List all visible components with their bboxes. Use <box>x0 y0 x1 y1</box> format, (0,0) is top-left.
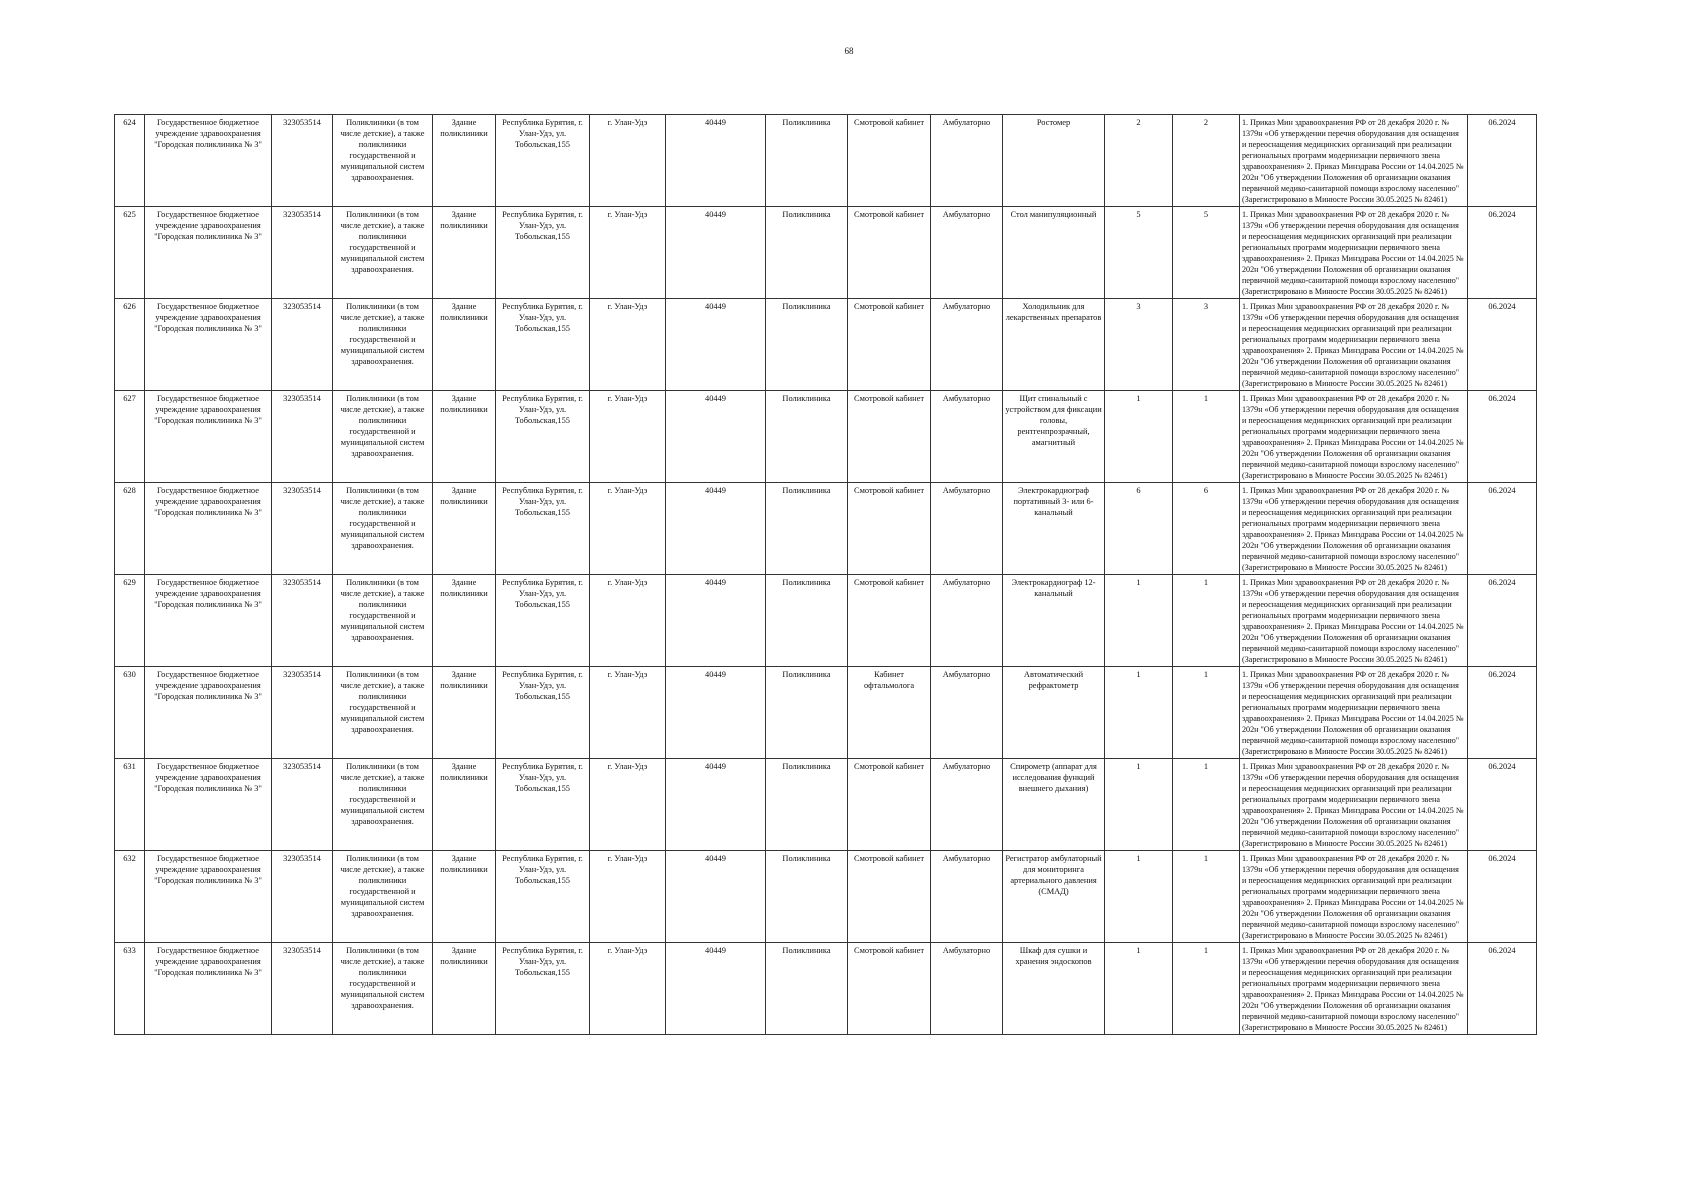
quantity-required-cell: 1 <box>1105 759 1173 851</box>
building-cell: Здание поликлиники <box>433 575 496 667</box>
address-cell: Республика Бурятия, г. Улан-Удэ, ул. Тобольская,155 <box>496 943 590 1035</box>
unit-cell: Поликлиника <box>766 759 848 851</box>
building-cell: Здание поликлиники <box>433 391 496 483</box>
city-cell: г. Улан-Удэ <box>590 115 666 207</box>
address-cell: Республика Бурятия, г. Улан-Удэ, ул. Тобольская,155 <box>496 115 590 207</box>
row-number-cell: 632 <box>115 851 145 943</box>
facility-type-cell: Поликлиники (в том числе детские), а также поликлиники государственной и муниципальной систем здравоохранения. <box>333 207 433 299</box>
table-row <box>115 483 1537 575</box>
oktmo-code-cell: 40449 <box>666 943 766 1035</box>
oktmo-code-cell: 40449 <box>666 483 766 575</box>
oktmo-code-cell: 40449 <box>666 115 766 207</box>
organization-cell: Государственное бюджетное учреждение здравоохранения "Городская поликлиника № 3" <box>145 943 272 1035</box>
quantity-required-cell: 5 <box>1105 207 1173 299</box>
building-cell: Здание поликлиники <box>433 759 496 851</box>
quantity-actual-cell: 6 <box>1173 483 1240 575</box>
room-cell: Смотровой кабинет <box>848 299 931 391</box>
care-mode-cell: Амбулаторно <box>931 851 1003 943</box>
organization-cell: Государственное бюджетное учреждение здравоохранения "Городская поликлиника № 3" <box>145 667 272 759</box>
care-mode-cell: Амбулаторно <box>931 483 1003 575</box>
room-cell: Смотровой кабинет <box>848 207 931 299</box>
date-cell: 06.2024 <box>1468 483 1537 575</box>
address-cell: Республика Бурятия, г. Улан-Удэ, ул. Тобольская,155 <box>496 851 590 943</box>
address-cell: Республика Бурятия, г. Улан-Удэ, ул. Тобольская,155 <box>496 391 590 483</box>
row-number-cell: 631 <box>115 759 145 851</box>
page-number: 68 <box>844 46 854 56</box>
care-mode-cell: Амбулаторно <box>931 667 1003 759</box>
address-cell: Республика Бурятия, г. Улан-Удэ, ул. Тобольская,155 <box>496 667 590 759</box>
building-cell: Здание поликлиники <box>433 115 496 207</box>
facility-type-cell: Поликлиники (в том числе детские), а также поликлиники государственной и муниципальной систем здравоохранения. <box>333 575 433 667</box>
quantity-actual-cell: 1 <box>1173 759 1240 851</box>
inn-cell: 323053514 <box>272 943 333 1035</box>
date-cell: 06.2024 <box>1468 391 1537 483</box>
oktmo-code-cell: 40449 <box>666 667 766 759</box>
date-cell: 06.2024 <box>1468 667 1537 759</box>
quantity-actual-cell: 2 <box>1173 115 1240 207</box>
organization-cell: Государственное бюджетное учреждение здравоохранения "Городская поликлиника № 3" <box>145 759 272 851</box>
date-cell: 06.2024 <box>1468 575 1537 667</box>
quantity-required-cell: 1 <box>1105 943 1173 1035</box>
building-cell: Здание поликлиники <box>433 851 496 943</box>
city-cell: г. Улан-Удэ <box>590 575 666 667</box>
date-cell: 06.2024 <box>1468 943 1537 1035</box>
oktmo-code-cell: 40449 <box>666 575 766 667</box>
date-cell: 06.2024 <box>1468 299 1537 391</box>
quantity-required-cell: 1 <box>1105 575 1173 667</box>
address-cell: Республика Бурятия, г. Улан-Удэ, ул. Тобольская,155 <box>496 483 590 575</box>
city-cell: г. Улан-Удэ <box>590 943 666 1035</box>
inn-cell: 323053514 <box>272 207 333 299</box>
address-cell: Республика Бурятия, г. Улан-Удэ, ул. Тобольская,155 <box>496 575 590 667</box>
inn-cell: 323053514 <box>272 851 333 943</box>
quantity-actual-cell: 1 <box>1173 851 1240 943</box>
room-cell: Смотровой кабинет <box>848 115 931 207</box>
quantity-actual-cell: 5 <box>1173 207 1240 299</box>
table-row <box>115 115 1537 207</box>
organization-cell: Государственное бюджетное учреждение здравоохранения "Городская поликлиника № 3" <box>145 299 272 391</box>
quantity-actual-cell: 1 <box>1173 391 1240 483</box>
table-row <box>115 759 1537 851</box>
city-cell: г. Улан-Удэ <box>590 483 666 575</box>
table-row <box>115 299 1537 391</box>
unit-cell: Поликлиника <box>766 299 848 391</box>
unit-cell: Поликлиника <box>766 851 848 943</box>
quantity-actual-cell: 3 <box>1173 299 1240 391</box>
care-mode-cell: Амбулаторно <box>931 207 1003 299</box>
quantity-actual-cell: 1 <box>1173 667 1240 759</box>
equipment-registry-table <box>114 114 1537 1035</box>
inn-cell: 323053514 <box>272 667 333 759</box>
equipment-name-cell: Ростомер <box>1003 115 1105 207</box>
care-mode-cell: Амбулаторно <box>931 391 1003 483</box>
equipment-name-cell: Спирометр (аппарат для исследования функций внешнего дыхания) <box>1003 759 1105 851</box>
address-cell: Республика Бурятия, г. Улан-Удэ, ул. Тобольская,155 <box>496 299 590 391</box>
inn-cell: 323053514 <box>272 483 333 575</box>
unit-cell: Поликлиника <box>766 575 848 667</box>
quantity-required-cell: 3 <box>1105 299 1173 391</box>
quantity-actual-cell: 1 <box>1173 943 1240 1035</box>
equipment-name-cell: Стол манипуляционный <box>1003 207 1105 299</box>
quantity-actual-cell: 1 <box>1173 575 1240 667</box>
legal-basis-cell: 1. Приказ Мин здравоохранения РФ от 28 декабря 2020 г. № 1379н «Об утверждении перечня оборудования для оснащения и переоснащения медицинских организаций при реализации региональных программ модернизации первичного звена здравоохранения» 2. Приказ Минздрава России от 14.04.2025 № 202н "Об утверждении Положения об организации оказания первичной медико-санитарной помощи взрослому населению" (Зарегистрировано в Минюсте России 30.05.2025 № 82461) <box>1240 483 1468 575</box>
table-row <box>115 667 1537 759</box>
facility-type-cell: Поликлиники (в том числе детские), а также поликлиники государственной и муниципальной систем здравоохранения. <box>333 759 433 851</box>
row-number-cell: 630 <box>115 667 145 759</box>
date-cell: 06.2024 <box>1468 207 1537 299</box>
equipment-name-cell: Регистратор амбулаторный для мониторинга артериального давления (СМАД) <box>1003 851 1105 943</box>
building-cell: Здание поликлиники <box>433 943 496 1035</box>
facility-type-cell: Поликлиники (в том числе детские), а также поликлиники государственной и муниципальной систем здравоохранения. <box>333 299 433 391</box>
legal-basis-cell: 1. Приказ Мин здравоохранения РФ от 28 декабря 2020 г. № 1379н «Об утверждении перечня оборудования для оснащения и переоснащения медицинских организаций при реализации региональных программ модернизации первичного звена здравоохранения» 2. Приказ Минздрава России от 14.04.2025 № 202н "Об утверждении Положения об организации оказания первичной медико-санитарной помощи взрослому населению" (Зарегистрировано в Минюсте России 30.05.2025 № 82461) <box>1240 851 1468 943</box>
inn-cell: 323053514 <box>272 299 333 391</box>
room-cell: Смотровой кабинет <box>848 575 931 667</box>
city-cell: г. Улан-Удэ <box>590 759 666 851</box>
organization-cell: Государственное бюджетное учреждение здравоохранения "Городская поликлиника № 3" <box>145 483 272 575</box>
quantity-required-cell: 1 <box>1105 391 1173 483</box>
address-cell: Республика Бурятия, г. Улан-Удэ, ул. Тобольская,155 <box>496 207 590 299</box>
equipment-name-cell: Щит спинальный с устройством для фиксации головы, рентгенпрозрачный, амагнитный <box>1003 391 1105 483</box>
facility-type-cell: Поликлиники (в том числе детские), а также поликлиники государственной и муниципальной систем здравоохранения. <box>333 667 433 759</box>
room-cell: Смотровой кабинет <box>848 759 931 851</box>
care-mode-cell: Амбулаторно <box>931 299 1003 391</box>
facility-type-cell: Поликлиники (в том числе детские), а также поликлиники государственной и муниципальной систем здравоохранения. <box>333 391 433 483</box>
oktmo-code-cell: 40449 <box>666 759 766 851</box>
room-cell: Смотровой кабинет <box>848 943 931 1035</box>
room-cell: Кабинет офтальмолога <box>848 667 931 759</box>
room-cell: Смотровой кабинет <box>848 483 931 575</box>
room-cell: Смотровой кабинет <box>848 391 931 483</box>
legal-basis-cell: 1. Приказ Мин здравоохранения РФ от 28 декабря 2020 г. № 1379н «Об утверждении перечня оборудования для оснащения и переоснащения медицинских организаций при реализации региональных программ модернизации первичного звена здравоохранения» 2. Приказ Минздрава России от 14.04.2025 № 202н "Об утверждении Положения об организации оказания первичной медико-санитарной помощи взрослому населению" (Зарегистрировано в Минюсте России 30.05.2025 № 82461) <box>1240 115 1468 207</box>
equipment-name-cell: Шкаф для сушки и хранения эндоскопов <box>1003 943 1105 1035</box>
quantity-required-cell: 1 <box>1105 667 1173 759</box>
facility-type-cell: Поликлиники (в том числе детские), а также поликлиники государственной и муниципальной систем здравоохранения. <box>333 115 433 207</box>
care-mode-cell: Амбулаторно <box>931 943 1003 1035</box>
city-cell: г. Улан-Удэ <box>590 299 666 391</box>
facility-type-cell: Поликлиники (в том числе детские), а также поликлиники государственной и муниципальной систем здравоохранения. <box>333 943 433 1035</box>
row-number-cell: 628 <box>115 483 145 575</box>
equipment-name-cell: Холодильник для лекарственных препаратов <box>1003 299 1105 391</box>
date-cell: 06.2024 <box>1468 851 1537 943</box>
unit-cell: Поликлиника <box>766 943 848 1035</box>
legal-basis-cell: 1. Приказ Мин здравоохранения РФ от 28 декабря 2020 г. № 1379н «Об утверждении перечня оборудования для оснащения и переоснащения медицинских организаций при реализации региональных программ модернизации первичного звена здравоохранения» 2. Приказ Минздрава России от 14.04.2025 № 202н "Об утверждении Положения об организации оказания первичной медико-санитарной помощи взрослому населению" (Зарегистрировано в Минюсте России 30.05.2025 № 82461) <box>1240 759 1468 851</box>
table-row <box>115 575 1537 667</box>
table-row <box>115 391 1537 483</box>
room-cell: Смотровой кабинет <box>848 851 931 943</box>
legal-basis-cell: 1. Приказ Мин здравоохранения РФ от 28 декабря 2020 г. № 1379н «Об утверждении перечня оборудования для оснащения и переоснащения медицинских организаций при реализации региональных программ модернизации первичного звена здравоохранения» 2. Приказ Минздрава России от 14.04.2025 № 202н "Об утверждении Положения об организации оказания первичной медико-санитарной помощи взрослому населению" (Зарегистрировано в Минюсте России 30.05.2025 № 82461) <box>1240 667 1468 759</box>
oktmo-code-cell: 40449 <box>666 207 766 299</box>
oktmo-code-cell: 40449 <box>666 851 766 943</box>
unit-cell: Поликлиника <box>766 391 848 483</box>
legal-basis-cell: 1. Приказ Мин здравоохранения РФ от 28 декабря 2020 г. № 1379н «Об утверждении перечня оборудования для оснащения и переоснащения медицинских организаций при реализации региональных программ модернизации первичного звена здравоохранения» 2. Приказ Минздрава России от 14.04.2025 № 202н "Об утверждении Положения об организации оказания первичной медико-санитарной помощи взрослому населению" (Зарегистрировано в Минюсте России 30.05.2025 № 82461) <box>1240 207 1468 299</box>
oktmo-code-cell: 40449 <box>666 391 766 483</box>
care-mode-cell: Амбулаторно <box>931 575 1003 667</box>
city-cell: г. Улан-Удэ <box>590 391 666 483</box>
row-number-cell: 633 <box>115 943 145 1035</box>
row-number-cell: 625 <box>115 207 145 299</box>
care-mode-cell: Амбулаторно <box>931 759 1003 851</box>
building-cell: Здание поликлиники <box>433 483 496 575</box>
quantity-required-cell: 6 <box>1105 483 1173 575</box>
row-number-cell: 629 <box>115 575 145 667</box>
city-cell: г. Улан-Удэ <box>590 667 666 759</box>
inn-cell: 323053514 <box>272 575 333 667</box>
oktmo-code-cell: 40449 <box>666 299 766 391</box>
row-number-cell: 624 <box>115 115 145 207</box>
inn-cell: 323053514 <box>272 759 333 851</box>
unit-cell: Поликлиника <box>766 207 848 299</box>
care-mode-cell: Амбулаторно <box>931 115 1003 207</box>
organization-cell: Государственное бюджетное учреждение здравоохранения "Городская поликлиника № 3" <box>145 207 272 299</box>
city-cell: г. Улан-Удэ <box>590 851 666 943</box>
date-cell: 06.2024 <box>1468 115 1537 207</box>
equipment-name-cell: Электрокардиограф 12-канальный <box>1003 575 1105 667</box>
legal-basis-cell: 1. Приказ Мин здравоохранения РФ от 28 декабря 2020 г. № 1379н «Об утверждении перечня оборудования для оснащения и переоснащения медицинских организаций при реализации региональных программ модернизации первичного звена здравоохранения» 2. Приказ Минздрава России от 14.04.2025 № 202н "Об утверждении Положения об организации оказания первичной медико-санитарной помощи взрослому населению" (Зарегистрировано в Минюсте России 30.05.2025 № 82461) <box>1240 391 1468 483</box>
row-number-cell: 627 <box>115 391 145 483</box>
legal-basis-cell: 1. Приказ Мин здравоохранения РФ от 28 декабря 2020 г. № 1379н «Об утверждении перечня оборудования для оснащения и переоснащения медицинских организаций при реализации региональных программ модернизации первичного звена здравоохранения» 2. Приказ Минздрава России от 14.04.2025 № 202н "Об утверждении Положения об организации оказания первичной медико-санитарной помощи взрослому населению" (Зарегистрировано в Минюсте России 30.05.2025 № 82461) <box>1240 943 1468 1035</box>
organization-cell: Государственное бюджетное учреждение здравоохранения "Городская поликлиника № 3" <box>145 391 272 483</box>
date-cell: 06.2024 <box>1468 759 1537 851</box>
quantity-required-cell: 2 <box>1105 115 1173 207</box>
legal-basis-cell: 1. Приказ Мин здравоохранения РФ от 28 декабря 2020 г. № 1379н «Об утверждении перечня оборудования для оснащения и переоснащения медицинских организаций при реализации региональных программ модернизации первичного звена здравоохранения» 2. Приказ Минздрава России от 14.04.2025 № 202н "Об утверждении Положения об организации оказания первичной медико-санитарной помощи взрослому населению" (Зарегистрировано в Минюсте России 30.05.2025 № 82461) <box>1240 299 1468 391</box>
equipment-name-cell: Автоматический рефрактометр <box>1003 667 1105 759</box>
legal-basis-cell: 1. Приказ Мин здравоохранения РФ от 28 декабря 2020 г. № 1379н «Об утверждении перечня оборудования для оснащения и переоснащения медицинских организаций при реализации региональных программ модернизации первичного звена здравоохранения» 2. Приказ Минздрава России от 14.04.2025 № 202н "Об утверждении Положения об организации оказания первичной медико-санитарной помощи взрослому населению" (Зарегистрировано в Минюсте России 30.05.2025 № 82461) <box>1240 575 1468 667</box>
building-cell: Здание поликлиники <box>433 667 496 759</box>
city-cell: г. Улан-Удэ <box>590 207 666 299</box>
inn-cell: 323053514 <box>272 115 333 207</box>
building-cell: Здание поликлиники <box>433 299 496 391</box>
equipment-name-cell: Электрокардиограф портативный 3- или 6-канальный <box>1003 483 1105 575</box>
facility-type-cell: Поликлиники (в том числе детские), а также поликлиники государственной и муниципальной систем здравоохранения. <box>333 851 433 943</box>
organization-cell: Государственное бюджетное учреждение здравоохранения "Городская поликлиника № 3" <box>145 851 272 943</box>
quantity-required-cell: 1 <box>1105 851 1173 943</box>
unit-cell: Поликлиника <box>766 483 848 575</box>
table-row <box>115 943 1537 1035</box>
unit-cell: Поликлиника <box>766 115 848 207</box>
inn-cell: 323053514 <box>272 391 333 483</box>
table-row <box>115 207 1537 299</box>
table-row <box>115 851 1537 943</box>
unit-cell: Поликлиника <box>766 667 848 759</box>
organization-cell: Государственное бюджетное учреждение здравоохранения "Городская поликлиника № 3" <box>145 575 272 667</box>
facility-type-cell: Поликлиники (в том числе детские), а также поликлиники государственной и муниципальной систем здравоохранения. <box>333 483 433 575</box>
address-cell: Республика Бурятия, г. Улан-Удэ, ул. Тобольская,155 <box>496 759 590 851</box>
row-number-cell: 626 <box>115 299 145 391</box>
building-cell: Здание поликлиники <box>433 207 496 299</box>
organization-cell: Государственное бюджетное учреждение здравоохранения "Городская поликлиника № 3" <box>145 115 272 207</box>
